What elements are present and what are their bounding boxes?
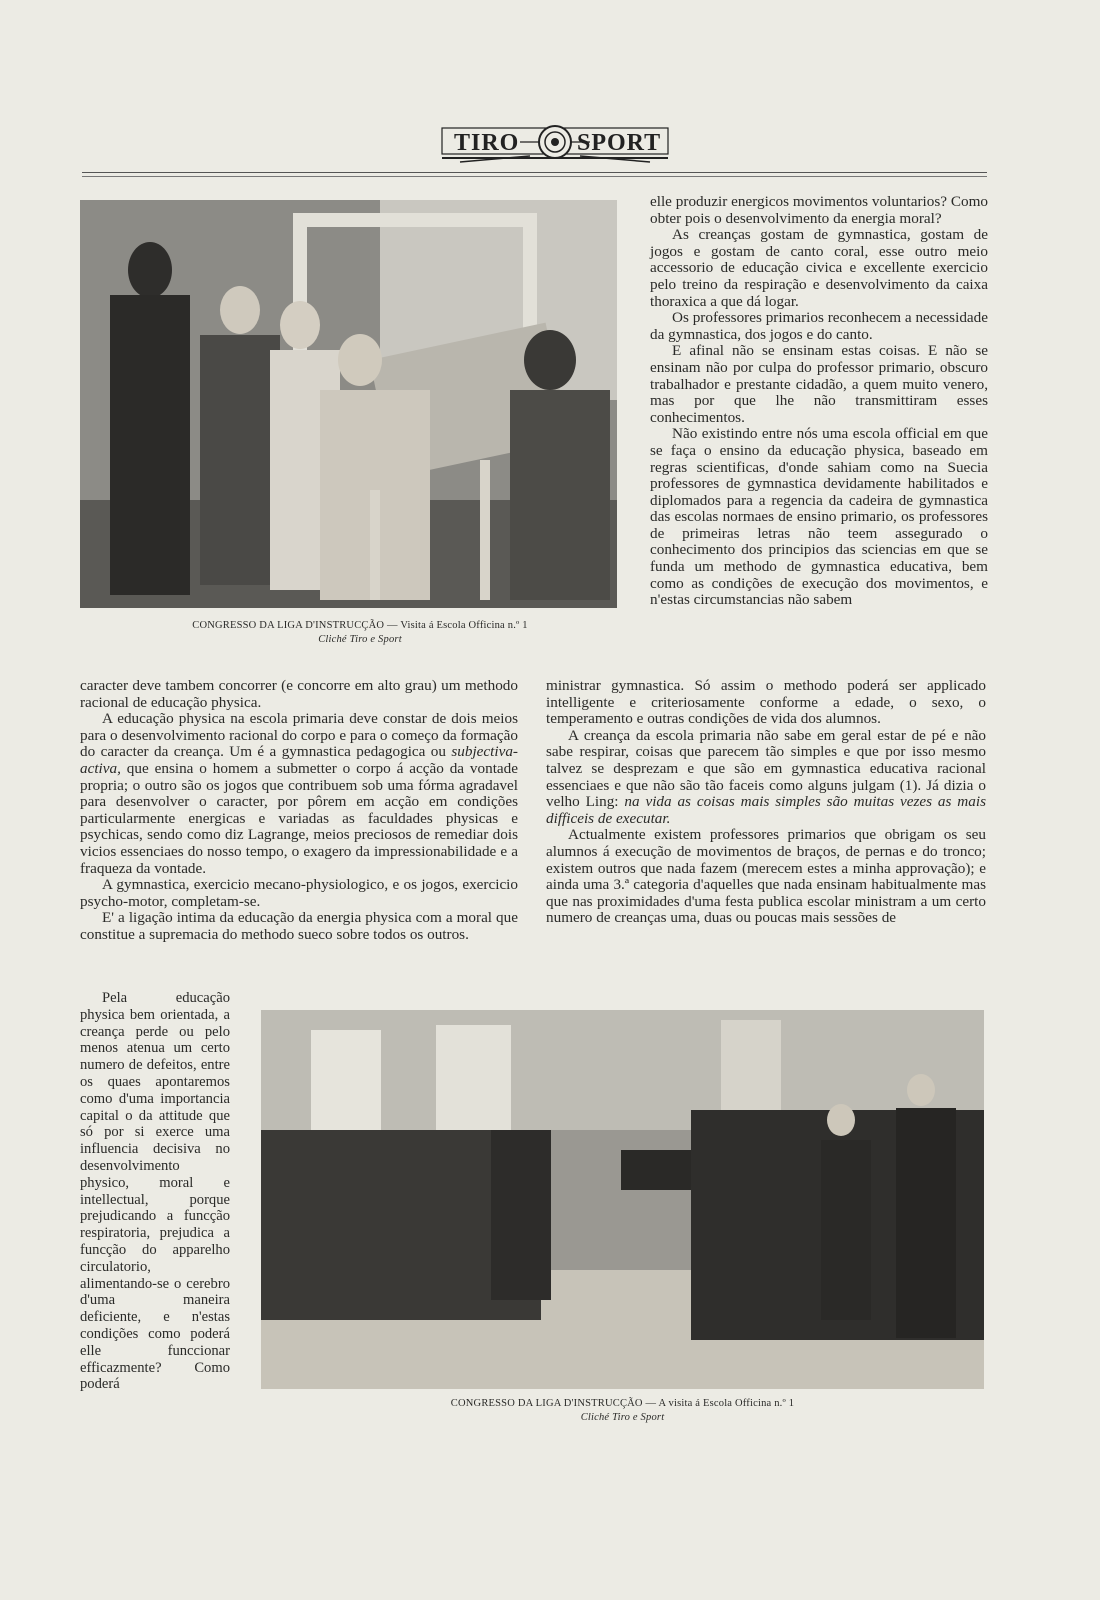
header-rule bbox=[82, 172, 987, 173]
text-column-right-bottom bbox=[546, 678, 986, 927]
emphasis-text: subjectiva-activa, bbox=[80, 743, 518, 777]
paragraph: ministrar gymnastica. Só assim o methodo poderá ser applicado intelligente e criteriosamente conforme a edade, o sexo, o temperamento e outras condições de vida dos alumnos. bbox=[546, 677, 986, 728]
paragraph-text: que ensina o homem a submetter o corpo á acção da vontade propria; o outro são os jogos que contribuem sob uma fórma agradavel para desenvolver o caracter, por pôrem em acção em condições particularmente energicas e variadas as faculdades physicas e psychicas, sendo como diz Lagrange, meios preciosos de remediar dois vicios essenciaes do nosso tempo, o exagero da impressionabilidade e a fraqueza da vontade. bbox=[80, 759, 518, 877]
paragraph bbox=[546, 728, 986, 828]
paragraph: elle produzir energicos movimentos voluntarios? Como obter pois o desenvolvimento da energia moral? bbox=[650, 193, 988, 227]
paragraph: Actualmente existem professores primarios que obrigam os seu alumnos á execução de movimentos de braços, de pernas e do tronco; existem outros que nada fazem (merecem estes a minha approvação); e ainda uma 3.ª categoria d'aquelles que nada ensinam habitualmente mas que nas proximidades d'uma festa publica escolar ministram a um certo numero de creanças uma, duas ou poucas mais sessões de bbox=[546, 826, 986, 927]
photo-school-visit bbox=[261, 1010, 984, 1389]
paragraph: Pela educação physica bem orientada, a creança perde ou pelo menos atenua um certo numero de defeitos, entre os quaes apontaremos como d'uma importancia capital o da attitude que só por si exerce uma influencia decisiva no desenvolvimento physico, moral e intellectual, porque prejudicando a funcção respiratoria, prejudica a funcção do apparelho circulatorio, alimentando-se o cerebro d'uma maneira deficiente, e n'estas condições como poderá elle funccionar efficazmente? Como poderá bbox=[80, 990, 230, 1393]
paragraph-text: A creança da escola primaria não sabe em geral estar de pé e não sabe respirar, coisas que parecem tão simples e que por isso mesmo talvez se desprezam e que são em gymnastica educativa racional essenciaes e que não são tão faceis como alguns julgam (1). Já dizia o velho Ling: bbox=[546, 726, 986, 811]
text-column-left bbox=[80, 678, 518, 944]
text-column-narrow bbox=[80, 990, 230, 1393]
paragraph: E afinal não se ensinam estas coisas. E não se ensinam não por culpa do professor primario, obscuro trabalhador e prestante cidadão, a quem muito venero, mas por que lhe não transmittiram esses conhecimentos. bbox=[650, 342, 988, 426]
photo-1-caption-main: CONGRESSO DA LIGA D'INSTRUCÇÃO — Visita á Escola Officina n.º 1 bbox=[192, 620, 528, 631]
paragraph-text: A educação physica na escola primaria deve constar de dois meios para o desenvolvimento racional do corpo e para o começo da formação do caracter da creança. Um é a gymnastica pedagogica ou bbox=[80, 710, 518, 761]
paragraph: Os professores primarios reconhecem a necessidade da gymnastica, dos jogos e do canto. bbox=[650, 309, 988, 343]
photo-2-caption-main: CONGRESSO DA LIGA D'INSTRUCÇÃO — A visita á Escola Officina n.º 1 bbox=[450, 1398, 795, 1409]
tiro-sport-logo-icon bbox=[440, 118, 670, 166]
paragraph: Não existindo entre nós uma escola official em que se faça o ensino da educação physica, baseado em regras scientificas, d'onde sahiam como na Suecia professores de gymnastica devidamente habilitados e diplomados para a regencia da cadeira de gymnastica das escolas normaes de ensino primario, os professores de primeiras letras não teem assegurado o conhecimento dos principios das sciencias em que se funda um methodo de gymnastica educativa, bem como as condições de execução dos movimentos, e n'estas circumstancias não sabem bbox=[650, 425, 988, 609]
text-column-right-top bbox=[650, 194, 988, 609]
paragraph bbox=[80, 711, 518, 877]
logo-tiro-glyphs: TIRO bbox=[454, 130, 520, 156]
header-rule-thin bbox=[82, 176, 987, 177]
emphasis-text: na vida as coisas mais simples são muitas vezes as mais difficeis de executar. bbox=[546, 793, 986, 827]
photo-2-caption bbox=[261, 1398, 984, 1423]
logo-sport-glyphs: SPORT bbox=[577, 130, 662, 156]
paragraph: E' a ligação intima da educação da energia physica com a moral que constitue a supremacia do methodo sueco sobre todos os outros. bbox=[80, 909, 518, 943]
paragraph: caracter deve tambem concorrer (e concorre em alto grau) um methodo racional de educação physica. bbox=[80, 677, 518, 711]
paragraph: As creanças gostam de gymnastica, gostam de jogos e gostam de canto coral, esse outro meio accessorio de educação civica e excellente exercicio pelo treino da respiração e desenvolvimento da caixa thoraxica a que dá logar. bbox=[650, 226, 988, 310]
photo-2-caption-credit: Cliché Tiro e Sport bbox=[580, 1412, 665, 1423]
photo-1-caption-credit: Cliché Tiro e Sport bbox=[318, 634, 402, 645]
photo-children-drawing bbox=[80, 200, 617, 608]
paragraph: A gymnastica, exercicio mecano-physiologico, e os jogos, exercicio psycho-motor, completam-se. bbox=[80, 876, 518, 910]
masthead-logo bbox=[440, 118, 670, 166]
photo-1-caption bbox=[80, 620, 640, 645]
